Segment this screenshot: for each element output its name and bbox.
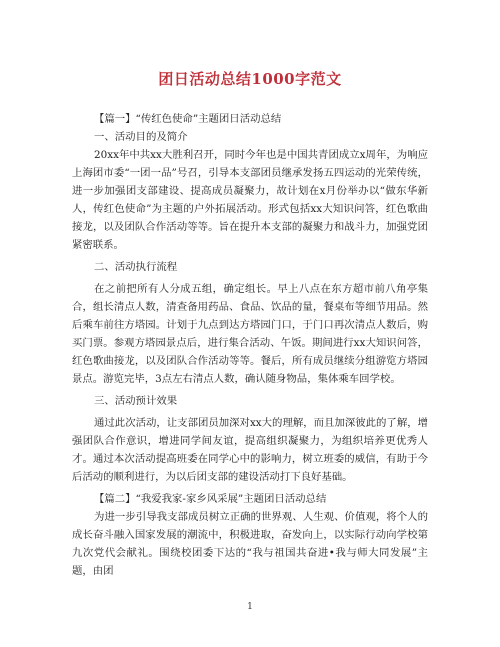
- subheading-effect: 三、活动预计效果: [94, 395, 178, 407]
- paragraph-purpose: 20xx年中共xx大胜利召开，同时今年也是中国共青团成立x周年，为响应上海团市委“一团一品”号召，引导本支部团员继承发扬五四运动的光荣传统，进一步加强团支部建设、提高成员凝聚力，故计划在x月份举办以“做东华新人，传红色使命”为主题的户外拓展活动。形式包括xx大知识问答，红色歌曲接龙，以及团队合作活动等等。旨在提升本支部的凝聚力和战斗力，加强党团紧密联系。: [72, 149, 428, 251]
- paragraph-effect: 通过此次活动，让支部团员加深对xx大的理解，而且加深彼此的了解，增强团队合作意识，增进同学间友谊，提高组织凝聚力，为组织培养更优秀人才。通过本次活动提高班委在同学心中的影响力，树立班委的威信，有助于今后活动的顺利进行，为以后团支部的建设活动打下良好基础。: [72, 417, 428, 483]
- paragraph-process: 在之前把所有人分成五组，确定组长。早上八点在东方超市前八角亭集合，组长清点人数，清查备用药品、食品、饮品的量，餐桌布等细节用品。然后乘车前往方塔园。计划于九点到达方塔园门口，于门口再次清点人数后，购买门票。参观方塔园景点后，进行集合活动、午饭。期间进行xx大知识问答，红色歌曲接龙，以及团队合作活动等等。餐后，所有成员继续分组游览方塔园景点。游览完毕，3点左右清点人数，确认随身物品，集体乘车回学校。: [72, 283, 428, 385]
- paragraph-section-2: 为进一步引导我支部成员树立正确的世界观、人生观、价值观，将个人的成长奋斗融入国家发展的潮流中，积极进取，奋发向上，以实际行动向学校第九次党代会献礼。围绕校团委下达的“我与祖国共奋进•我与师大同发展”主题，由团: [72, 511, 428, 577]
- page-number: 1: [247, 602, 253, 612]
- document-title: 团日活动总结1000字范文: [158, 70, 342, 88]
- subheading-process: 二、活动执行流程: [94, 261, 178, 273]
- section-heading-2: 【篇二】“我爱我家-家乡风采展”主题团日活动总结: [94, 493, 327, 505]
- section-heading-1: 【篇一】“传红色使命”主题团日活动总结: [94, 113, 282, 125]
- document-body: [72, 110, 428, 580]
- subheading-purpose: 一、活动目的及简介: [94, 131, 188, 143]
